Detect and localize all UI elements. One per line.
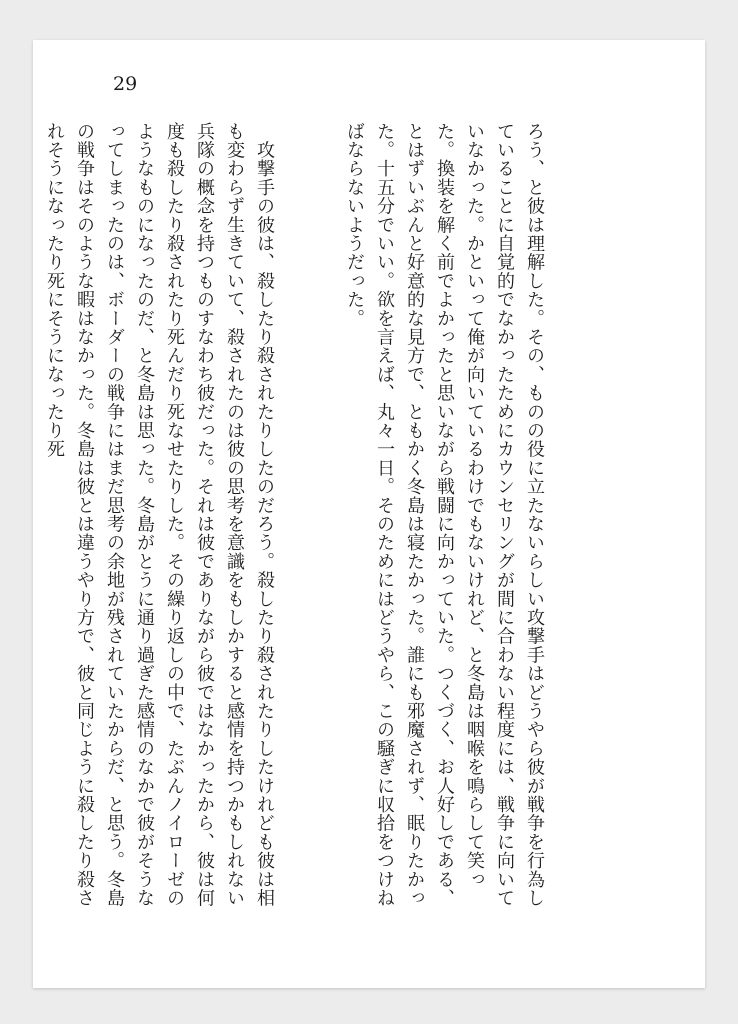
- paragraph-2: 攻撃手の彼は、殺したり殺されたりしたのだろう。殺したり殺されたりしたけれども彼は相も変わらず生きていて、殺されたのは彼の思考を意識をもしかすると感情を持つかもしれない兵隊の概念を持つものすなわち彼だった。それは彼でありながら彼ではなかったから、彼は何度も殺したり殺されたり死んだり死なせたりした。その繰り返しの中で、たぶんノイローゼのようなものになったのだ、と冬島は思った。冬島がとうに通り過ぎた感情のなかで彼がそうなってしまったのは、ボーダーの戦争にはまだ思考の余地が残されていたからだ、と思う。冬島の戦争はそのような暇はなかった。冬島は彼とは違うやり方で、彼と同じように殺したり殺されそうになったり死にそうになったり死: [44, 122, 275, 908]
- book-page: [33, 40, 705, 988]
- page-number: 29: [113, 73, 138, 95]
- vertical-body-text: [0, 122, 609, 922]
- paragraph-1: ろう、と彼は理解した。その、ものの役に立たないらしい攻撃手はどうやら彼が戦争を行為していることに自覚的でなかったためにカウンセリングが間に合わない程度には、戦争に向いていなかった。かといって俺が向いているわけでもないけれど、と冬島は咽喉を鳴らして笑った。換装を解く前でよかったと思いながら戦闘に向かっていた。つくづく、お人好しである、とはずいぶんと好意的な見方で、ともかく冬島は寝たかった。誰にも邪魔されず、眠りたかった。十五分でいい。欲を言えば、丸々一日。そのためにはどうやら、この騒ぎに収拾をつけねばならないようだった。: [344, 122, 545, 908]
